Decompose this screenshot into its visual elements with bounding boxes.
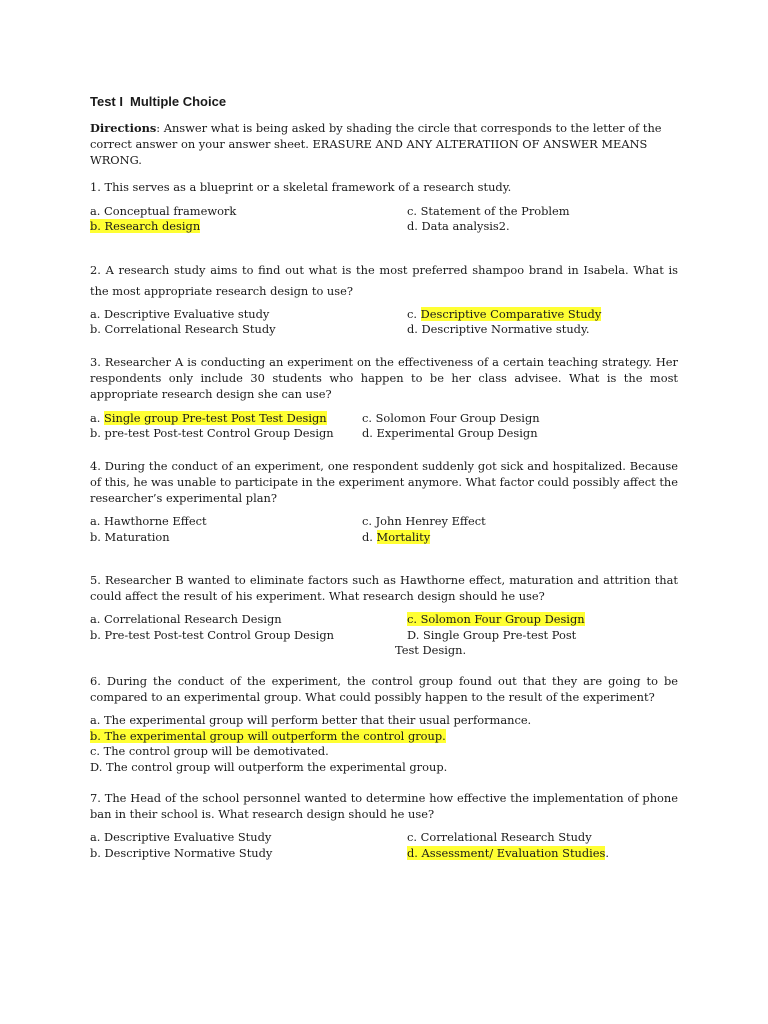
option-d-prefix: d. [362,529,377,544]
option-d-answer: Mortality [376,529,431,544]
question-options [90,612,678,659]
option-a-answer: Single group Pre-test Post Test Design [104,410,327,425]
question-2 [90,260,678,338]
question-text: 4. During the conduct of an experiment, one respondent suddenly got sick and hospitalized. Because of this, he was unable to participate in the experiment anymore. What factor could possibly affect the researcher’s experimental plan? [90,458,678,506]
question-options [90,307,678,338]
question-options [90,830,678,861]
option-c: c. Correlational Research Study [407,829,592,844]
option-a: a. Correlational Research Design [90,611,282,626]
option-b-answer: b. The experimental group will outperform the control group. [90,728,446,743]
option-d: d. Descriptive Normative study. [407,322,590,337]
option-a: a. Hawthorne Effect [90,514,207,529]
option-d-suffix: . [605,845,610,860]
question-3 [90,354,678,442]
option-c: c. Statement of the Problem [407,203,570,218]
option-d-answer: d. Assessment/ Evaluation Studies [407,845,606,860]
question-text: 1. This serves as a blueprint or a skeletal framework of a research study. [90,180,512,195]
question-1 [90,179,678,234]
question-6 [90,673,678,776]
option-b: b. Descriptive Normative Study [90,845,273,860]
option-b: b. pre-test Post-test Control Group Design [90,426,334,441]
option-a: a. Descriptive Evaluative Study [90,829,272,844]
option-a-prefix: a. [90,410,105,425]
option-a: a. The experimental group will perform better that their usual performance. [90,713,532,728]
option-c: c. The control group will be demotivated. [90,744,329,759]
question-text: 2. A research study aims to find out what is the most preferred shampoo brand in Isabela. What is the most appropriate research design to use? [90,262,678,298]
directions-text: : Answer what is being asked by shading the circle that corresponds to the letter of the correct answer on your answer sheet. ERASURE AND ANY ALTERATIION OF ANSWER MEANS WRONG. [90,121,662,167]
directions-label: Directions [90,121,157,135]
test-title [90,93,678,110]
option-c: c. Solomon Four Group Design [362,410,540,425]
option-d: D. The control group will outperform the experimental group. [90,759,448,774]
option-b: b. Pre-test Post-test Control Group Design [90,627,334,642]
option-b: b. Correlational Research Study [90,322,276,337]
question-options [90,411,678,442]
question-text: 6. During the conduct of the experiment, the control group found out that they are going to be compared to an experimental group. What could possibly happen to the result of the experiment? [90,673,678,704]
directions [90,121,678,168]
option-d: D. Single Group Pre-test Post [407,627,577,642]
option-a: a. Descriptive Evaluative study [90,306,270,321]
question-5 [90,572,678,659]
option-c-prefix: c. [407,306,421,321]
option-b-answer: b. Research design [90,219,201,234]
document-page [90,93,678,861]
question-text: 7. The Head of the school personnel wanted to determine how effective the implementation of phone ban in their school is. What research design should he use? [90,790,678,821]
option-d: d. Experimental Group Design [362,426,538,441]
test-title-type: Multiple Choice [130,94,227,109]
question-7 [90,790,678,862]
test-title-number: Test I [90,94,123,109]
option-c-answer: c. Solomon Four Group Design [407,611,585,626]
option-a: a. Conceptual framework [90,203,237,218]
question-options [90,713,678,775]
question-options [90,204,678,235]
question-options [90,514,678,545]
option-c: c. John Henrey Effect [362,514,486,529]
option-d: d. Data analysis2. [407,219,510,234]
option-d-continued: Test Design. [395,643,467,658]
option-c-answer: Descriptive Comparative Study [420,306,602,321]
question-text: 5. Researcher B wanted to eliminate factors such as Hawthorne effect, maturation and attrition that could affect the result of his experiment. What research design should he use? [90,572,678,603]
question-4 [90,458,678,546]
option-b: b. Maturation [90,529,170,544]
question-text: 3. Researcher A is conducting an experiment on the effectiveness of a certain teaching strategy. Her respondents only include 30 students who happen to be her class advisee. What is the most appropriate research design she can use? [90,354,678,402]
